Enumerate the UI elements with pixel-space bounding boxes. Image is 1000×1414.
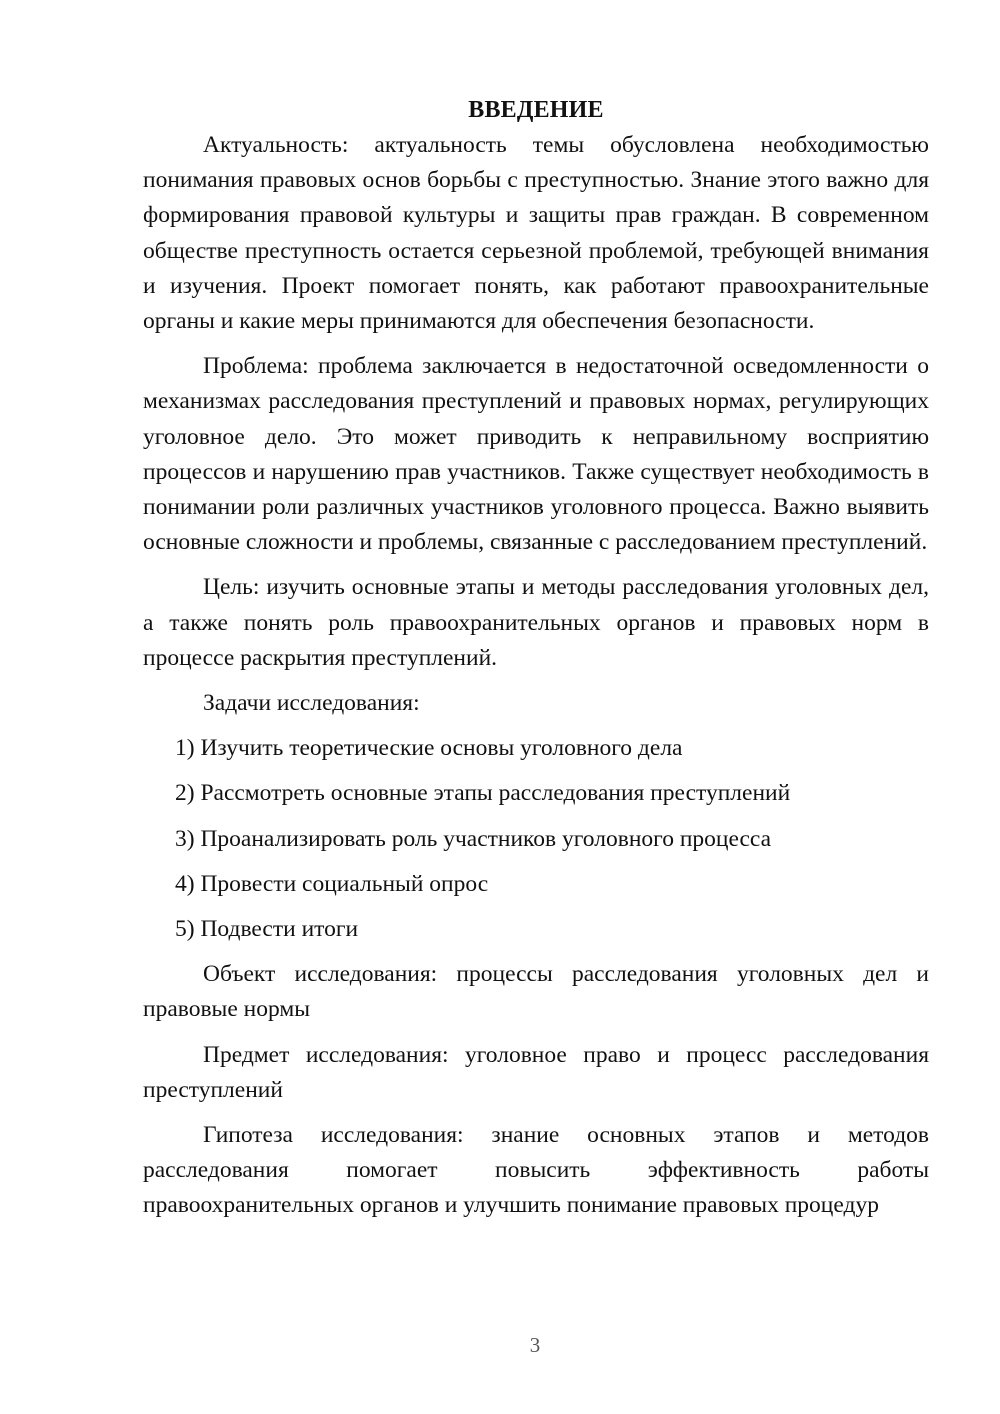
paragraph-problem: Проблема: проблема заключается в недостаточной осведомленности о механизмах расследования преступлений и правовых нормах, регулирующих уголовное дело. Это может приводить к неправильному восприятию процессов и нарушению прав участников. Также существует необходимость в понимании роли различных участников уголовного процесса. Важно выявить основные сложности и проблемы, связанные с расследованием преступлений. [143,353,929,556]
document-page [143,92,929,1224]
paragraph-goal: Цель: изучить основные этапы и методы расследования уголовных дел, а также понять роль правоохранительных органов и правовых норм в процессе раскрытия преступлений. [143,574,929,671]
list-item: 3) Проанализировать роль участников уголовного процесса [175,825,772,852]
page-number: 3 [529,1333,541,1357]
paragraph-object: Объект исследования: процессы расследования уголовных дел и правовые нормы [143,961,929,1023]
paragraph-hypothesis: Гипотеза исследования: знание основных этапов и методов расследования помогает повысить эффективность работы правоохранительных органов и улучшить понимание правовых процедур [143,1122,929,1219]
paragraph-relevance: Актуальность: актуальность темы обусловлена необходимостью понимания правовых основ борьбы с преступностью. Знание этого важно для формирования правовой культуры и защиты прав граждан. В современном обществе преступность остается серьезной проблемой, требующей внимания и изучения. Проект помогает понять, как работают правоохранительные органы и какие меры принимаются для обеспечения безопасности. [143,132,929,335]
document-heading: ВВЕДЕНИЕ [468,97,604,123]
tasks-list [143,731,929,947]
list-item: 5) Подвести итоги [175,916,359,943]
list-item: 4) Провести социальный опрос [175,870,489,897]
paragraph-tasks-intro: Задачи исследования: [203,690,420,717]
paragraph-subject: Предмет исследования: уголовное право и процесс расследования преступлений [143,1041,929,1103]
list-item: 1) Изучить теоретические основы уголовного дела [175,735,683,762]
list-item: 2) Рассмотреть основные этапы расследования преступлений [175,780,791,807]
